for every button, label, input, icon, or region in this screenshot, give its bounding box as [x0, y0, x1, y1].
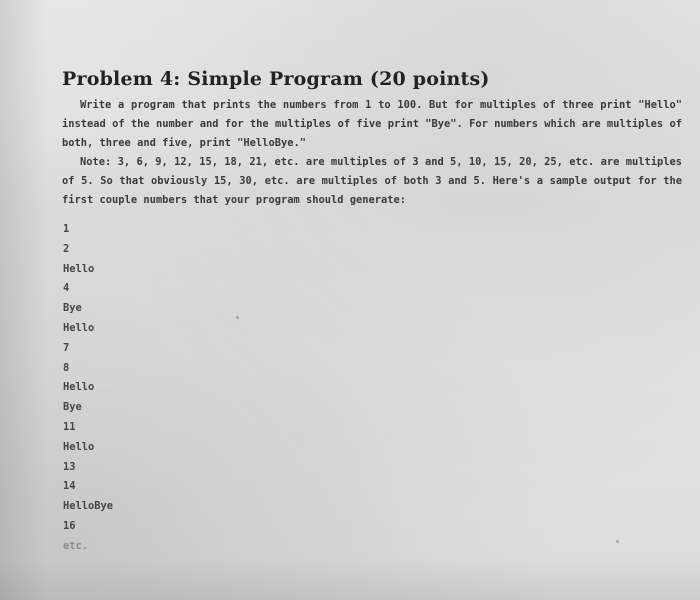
problem-title: Problem 4: Simple Program (20 points): [62, 68, 490, 90]
output-line: [62, 418, 682, 438]
output-line-text: 16: [63, 519, 76, 532]
output-line-text: 2: [63, 242, 70, 255]
output-line-text: 8: [63, 361, 70, 374]
sample-output: [62, 220, 682, 557]
output-line: [62, 319, 682, 339]
output-line-text: etc.: [63, 539, 89, 552]
output-line-text: 7: [63, 341, 70, 354]
page-bottom-shadow: [0, 556, 700, 600]
output-line: [62, 240, 682, 260]
output-line: [62, 477, 682, 497]
problem-description: Write a program that prints the numbers from 1 to 100. But for multiples of three print "Hello" instead of the number and for the multiples of five print "Bye". For numbers which are multiples of both, three and five, print "HelloBye.": [62, 99, 682, 149]
output-line-text: 13: [63, 460, 76, 473]
output-line: [62, 458, 682, 478]
problem-document: [62, 68, 682, 557]
output-line: [62, 339, 682, 359]
output-line: [62, 220, 682, 240]
output-line-text: 14: [63, 480, 76, 493]
output-line-text: Hello: [63, 381, 95, 394]
output-line-text: HelloBye: [63, 500, 114, 513]
output-line: [62, 279, 682, 299]
output-line: [62, 299, 682, 319]
output-line-text: Hello: [63, 262, 95, 275]
output-line-text: Bye: [63, 302, 82, 315]
output-line-text: Hello: [63, 440, 95, 453]
output-line: [62, 517, 682, 537]
output-line: [62, 378, 682, 398]
output-line-text: 1: [63, 223, 70, 235]
output-line: [62, 537, 682, 557]
output-line: [62, 359, 682, 379]
output-line-text: 11: [63, 420, 76, 433]
page-edge-shadow: [0, 0, 48, 600]
output-line: [62, 438, 682, 458]
output-line: [62, 260, 682, 280]
output-line-text: Hello: [63, 321, 95, 334]
output-line: [62, 497, 682, 517]
output-line-text: Bye: [63, 401, 82, 414]
output-line: [62, 398, 682, 418]
problem-note: Note: 3, 6, 9, 12, 15, 18, 21, etc. are multiples of 3 and 5, 10, 15, 20, 25, etc. are multiples of 5. So that obviously 15, 30, etc. are multiples of both 3 and 5. Here's a sample output for the first couple numbers that your program should generate:: [62, 156, 682, 206]
output-line-text: 4: [63, 282, 70, 295]
